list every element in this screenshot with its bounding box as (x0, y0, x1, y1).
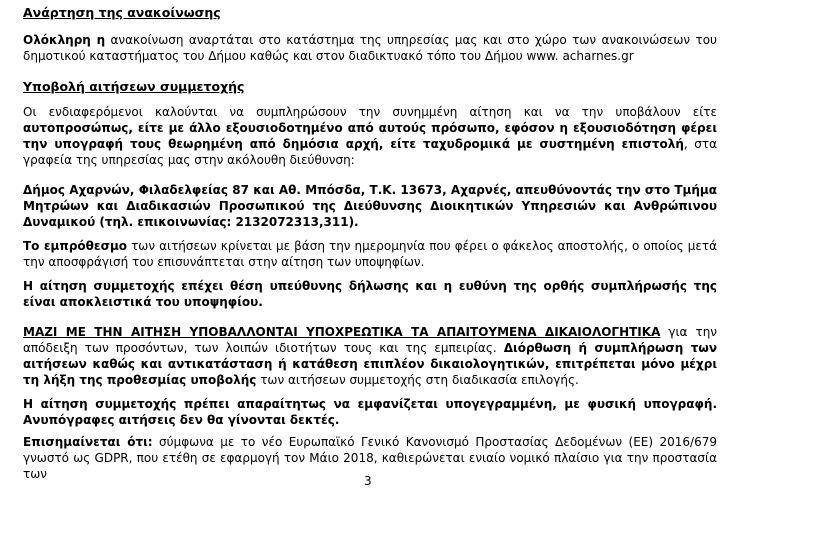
section-heading-applications: Υποβολή αιτήσεων συμμετοχής (23, 79, 245, 94)
body-text: Οι ενδιαφερόμενοι καλούνται να συμπληρώσουν την συνημμένη αίτηση και να την υποβάλουν είτε (23, 105, 717, 119)
bold-text: Επισημαίνεται ότι: (23, 435, 153, 449)
bold-text: Ολόκληρη η (23, 33, 106, 47)
section-heading-announcement: Ανάρτηση της ανακοίνωσης (23, 5, 221, 20)
body-text: των αιτήσεων κρίνεται με βάση την ημερομηνία που φέρει ο φάκελος αποστολής, ο οποίος μετά την αποσφράγισή του επισυνάπτεται στην αίτηση των υποψηφίων. (23, 239, 717, 269)
paragraph-documents (23, 324, 717, 388)
bold-text: Το εμπρόθεσμο (23, 239, 128, 253)
body-text: για την απόδειξη των προσόντων, των λοιπών ιδιοτήτων τους και της εμπειρίας. (23, 325, 718, 355)
bold-text: Η αίτηση συμμετοχής πρέπει απαραίτητως να εμφανίζεται υπογεγραμμένη, με φυσική υπογραφή. Ανυπόγραφες αιτήσεις δεν θα γίνονται δεκτές. (23, 397, 717, 427)
body-text: σύμφωνα με το νέο Ευρωπαϊκό Γενικό Κανονισμό Προστασίας Δεδομένων (ΕΕ) 2016/679 γνωστό ως GDPR, που ετέθη σε εφαρμογή τον Μάιο 2018, καθιερώνεται ενιαίο νομικό πλαίσιο για την προστασία των (23, 435, 717, 481)
body-text: των αιτήσεων συμμετοχής στη διαδικασία επιλογής. (256, 373, 579, 387)
paragraph-address (23, 182, 717, 230)
paragraph-timeliness (23, 238, 717, 270)
document-page (23, 4, 717, 482)
paragraph-submission (23, 104, 717, 168)
page-number: 3 (364, 474, 372, 488)
body-text: ανακοίνωση αναρτάται στο κατάστημα της υπηρεσίας μας και στο χώρο των ανακοινώσεων του δημοτικού καταστήματος του Δήμου καθώς και στον διαδικτυακό τόπο του Δήμου www. acharnes.gr (23, 33, 717, 63)
paragraph-declaration (23, 278, 717, 310)
address-text: Δήμος Αχαρνών, Φιλαδελφείας 87 και Αθ. Μπόσδα, Τ.Κ. 13673, Αχαρνές, απευθύνοντάς την στο Τμήμα Μητρώων και Διαδικασιών Προσωπικού της Διεύθυνσης Διοικητικών Υπηρεσιών και Ανθρώπινου Δυναμικού (τηλ. επικοινωνίας: 2132072313,311). (23, 183, 717, 229)
bold-text: Διόρθωση ή συμπλήρωση των αιτήσεων καθώς και αντικατάσταση ή κατάθεση επιπλέον δικαιολογητικών, επιτρέπεται μόνο μέχρι τη λήξη της προθεσμίας υποβολής (23, 341, 717, 387)
paragraph-announcement (23, 32, 717, 64)
bold-text: αυτοπροσώπως, είτε με άλλο εξουσιοδοτημένο από αυτούς πρόσωπο, εφόσον η εξουσιοδότηση φέρει την υπογραφή τους θεωρημένη από δημόσια αρχή, είτε ταχυδρομικά με συστημένη επιστολή (23, 121, 717, 151)
paragraph-signature (23, 396, 717, 428)
underlined-bold-text: ΜΑΖΙ ΜΕ ΤΗΝ ΑΙΤΗΣΗ ΥΠΟΒΑΛΛΟΝΤΑΙ ΥΠΟΧΡΕΩΤΙΚΑ ΤΑ ΑΠΑΙΤΟΥΜΕΝΑ ΔΙΚΑΙΟΛΟΓΗΤΙΚΑ (23, 325, 661, 339)
body-text: , στα γραφεία της υπηρεσίας μας στην ακόλουθη διεύθυνση: (23, 137, 717, 167)
bold-text: Η αίτηση συμμετοχής επέχει θέση υπεύθυνης δήλωσης και η ευθύνη της ορθής συμπλήρωσής της είναι αποκλειστικά του υποψηφίου. (23, 279, 717, 309)
